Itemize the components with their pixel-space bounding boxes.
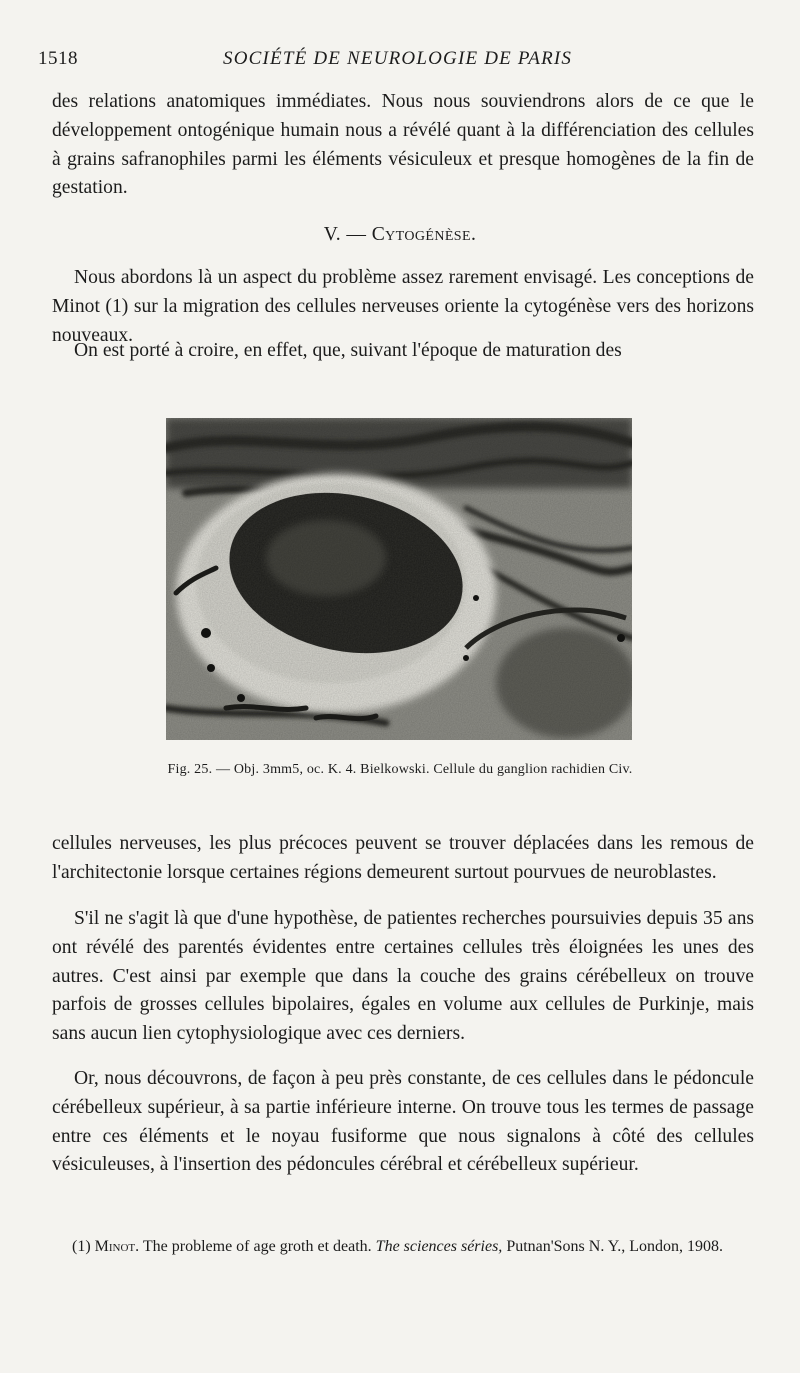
running-head [38,48,758,72]
figure-micrograph [166,418,632,740]
paragraph-6: Or, nous découvrons, de façon à peu près constante, de ces cellules dans le pédoncule cérébelleux supérieur, à sa partie inférieure interne. On trouve tous les termes de passage entre ces éléments et le noyau fusiforme que nous signalons à côté des cellules vésiculeuses, à l'insertion des pédoncules cérébral et cérébelleux supérieur. [52,1068,754,1176]
figure-caption: Fig. 25. — Obj. 3mm5, oc. K. 4. Bielkowski. Cellule du ganglion rachidien Civ. [167,762,633,777]
paragraph-1: des relations anatomiques immédiates. Nous nous souviendrons alors de ce que le développement ontogénique humain nous a révélé quant à la différenciation des cellules à grains safranophiles parmi les éléments vésiculeux et presque homogènes de la fin de gestation. [52,91,754,199]
paragraph-2: Nous abordons là un aspect du problème assez rarement envisagé. Les conceptions de Minot (1) sur la migration des cellules nerveuses oriente la cytogénèse vers des horizons nouveaux. [52,267,754,346]
footnote-publisher: Putnan'Sons N. Y., London, 1908. [506,1238,723,1255]
paragraph-5: S'il ne s'agit là que d'une hypothèse, de patientes recherches poursuivies depuis 35 ans ont révélé des parentés évidentes entre certaines cellules très éloignées les unes des autres. C'est ainsi par exemple que dans la couche des grains cérébelleux on trouve parfois de grosses cellules bipolaires, égales en volume aux cellules de Purkinje, mais sans aucun lien cytophysiologique avec ces derniers. [52,908,754,1045]
section-number: V. — [323,224,367,245]
page-number: 1518 [38,48,78,69]
footnote-marker: (1) [72,1238,91,1255]
journal-title: SOCIÉTÉ DE NEUROLOGIE DE PARIS [223,48,573,69]
section-heading [0,224,800,246]
footnote-author: Minot. [94,1238,140,1255]
section-title: Cytogénèse. [371,224,477,245]
paragraph-4: cellules nerveuses, les plus précoces peuvent se trouver déplacées dans les remous de l'architectonie lorsque certaines régions demeurent surtout pourvues de neuroblastes. [52,833,754,883]
footnote [52,1238,754,1255]
grain-overlay [166,418,632,740]
footnote-series: The sciences séries, [375,1238,503,1255]
footnote-title: The probleme of age groth et death. [142,1238,372,1255]
micrograph-image [166,418,632,740]
paragraph-3: On est porté à croire, en effet, que, suivant l'époque de maturation des [74,340,622,361]
